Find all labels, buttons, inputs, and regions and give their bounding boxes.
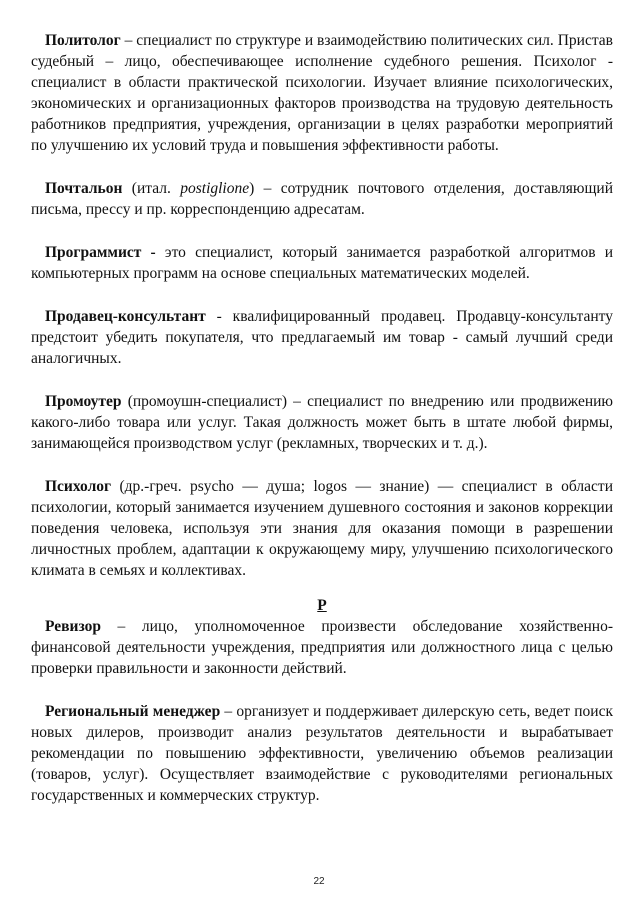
entry-definition: - квалифицированный продавец. Продавцу-консультанту предстоит убедить покупателя, что предлагаемый им товар - самый лучший среди аналогичных. — [31, 308, 613, 367]
entry-definition: ) – сотрудник почтового отделения, доставляющий письма, прессу и пр. корреспонденцию адресатам. — [31, 180, 613, 218]
entry-pochtalon — [31, 178, 613, 220]
page-number: 22 — [313, 876, 325, 887]
entry-term: Ревизор — [45, 618, 101, 635]
entry-definition: (промоушн-специалист) – специалист по внедрению или продвижению какого-либо товара или услуг. Такая должность может быть в штате любой фирмы, занимающейся производством услуг (рекламных, творческих и т. д.). — [31, 393, 613, 452]
entry-term: Политолог — [45, 32, 121, 49]
entry-definition: – специалист по структуре и взаимодействию политических сил. Пристав судебный – лицо, обеспечивающее исполнение судебного решения. Психолог - специалист в области практической психологии. Изучает влияние психологических, экономических и организационных факторов производства на трудовую деятельность работников предприятия, учреждения, организации в целях разработки мероприятий по улучшению их условий труда и повышения эффективности работы. — [31, 32, 613, 154]
entry-term: Психолог — [45, 478, 112, 495]
entry-term: Почтальон — [45, 180, 123, 197]
entry-etymology-prefix: (итал. — [122, 180, 181, 197]
entry-programmist — [31, 242, 613, 284]
entry-term: Региональный менеджер — [45, 703, 221, 720]
entry-regionalnyi-menedzher — [31, 701, 613, 806]
entry-psikholog — [31, 476, 613, 581]
entry-term: Промоутер — [45, 393, 122, 410]
entry-term: Продавец-консультант — [45, 308, 206, 325]
document-page — [31, 30, 613, 806]
entry-promouter — [31, 391, 613, 454]
entry-definition: это специалист, который занимается разработкой алгоритмов и компьютерных программ на основе специальных математических моделей. — [31, 244, 613, 282]
entry-etymology-word: postiglione — [180, 180, 250, 197]
entry-term: Программист - — [45, 244, 156, 261]
entry-definition: (др.-греч. psycho — душа; logos — знание) — специалист в области психологии, который занимается изучением душевного состояния и законов коррекции поведения человека, используя эти знания для оказания помощи в разрешении личностных проблем, адаптации к окружающему миру, улучшению психологического климата в семьях и коллективах. — [31, 478, 613, 579]
entry-definition: – лицо, уполномоченное произвести обследование хозяйственно-финансовой деятельности учреждения, предприятия или должностного лица с целью проверки правильности и законности действий. — [31, 618, 613, 677]
section-letter-heading: Р — [317, 597, 327, 614]
entry-definition: – организует и поддерживает дилерскую сеть, ведет поиск новых дилеров, производит анализ результатов деятельности и вырабатывает рекомендации по повышению эффективности, увеличению объемов реализации (товаров, услуг). Осуществляет взаимодействие с руководителями региональных государственных и коммерческих структур. — [31, 703, 613, 804]
entry-revizor — [31, 616, 613, 679]
entry-politolog — [31, 30, 613, 156]
entry-prodavets-konsultant — [31, 306, 613, 369]
